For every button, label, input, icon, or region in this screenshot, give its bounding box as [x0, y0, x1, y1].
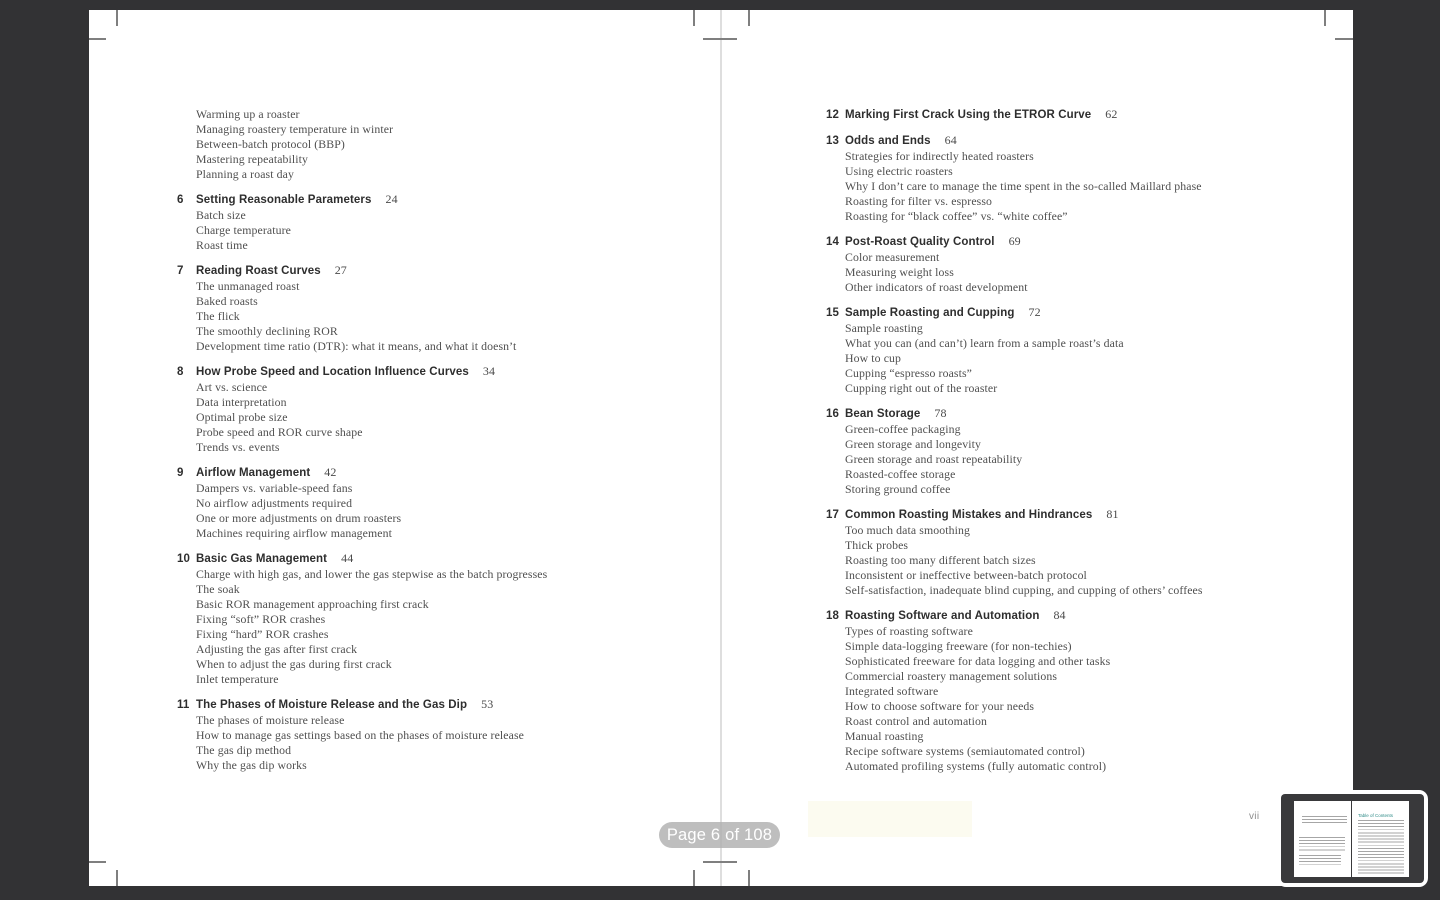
toc-chapter-heading [177, 263, 742, 279]
crop-mark [703, 861, 737, 863]
toc-subitem: Types of roasting software [845, 624, 973, 638]
toc-subitem: Batch size [196, 208, 246, 222]
toc-subitem: Data interpretation [196, 395, 287, 409]
toc-subitem: Between-batch protocol (BBP) [196, 137, 345, 151]
chapter-title: Airflow Management [196, 467, 311, 479]
toc-group [826, 305, 1346, 396]
page-indicator-pill [659, 822, 780, 848]
toc-subitem: Why the gas dip works [196, 758, 307, 772]
crop-mark [703, 38, 737, 40]
toc-subitem: Art vs. science [196, 380, 268, 394]
toc-subitem: Other indicators of roast development [845, 280, 1028, 294]
chapter-number: 14 [826, 236, 839, 248]
toc-group [826, 406, 1346, 497]
toc-subitem: Fixing “hard” ROR crashes [196, 627, 329, 641]
toc-group [826, 234, 1346, 295]
chapter-page-number: 69 [1008, 234, 1021, 248]
chapter-title: Odds and Ends [845, 135, 931, 147]
chapter-number: 7 [177, 265, 184, 277]
crop-mark [748, 10, 750, 26]
reading-position-highlight [808, 801, 972, 837]
chapter-title: How Probe Speed and Location Influence Curves [196, 366, 469, 378]
chapter-title: Sample Roasting and Cupping [845, 307, 1015, 319]
toc-subitem: Cupping “espresso roasts” [845, 366, 973, 380]
toc-subitem: Planning a roast day [196, 167, 294, 181]
chapter-page-number: 62 [1105, 107, 1118, 121]
thumbnail-toc-heading: Table of Contents [1358, 813, 1394, 818]
chapter-title: Setting Reasonable Parameters [196, 194, 372, 206]
toc-subitem: Trends vs. events [196, 440, 280, 454]
chapter-number: 18 [826, 610, 839, 622]
toc-column-right [826, 107, 1346, 774]
toc-chapter-heading [826, 107, 1346, 123]
navigation-thumbnail[interactable] [1277, 790, 1428, 887]
chapter-number: 15 [826, 307, 839, 319]
toc-subitem: Roast time [196, 238, 248, 252]
toc-subitem: Mastering repeatability [196, 152, 309, 166]
toc-chapter-heading [177, 364, 742, 380]
toc-group [177, 263, 742, 354]
toc-subitem: Too much data smoothing [845, 523, 970, 537]
toc-subitem: Measuring weight loss [845, 265, 954, 279]
chapter-number: 9 [177, 467, 184, 479]
crop-mark [748, 870, 750, 886]
toc-group [177, 551, 742, 687]
thumbnail-text-lines [1302, 816, 1347, 825]
chapter-number: 13 [826, 135, 839, 147]
chapter-title: Basic Gas Management [196, 553, 328, 565]
toc-subitem: Cupping right out of the roaster [845, 381, 998, 395]
chapter-title: The Phases of Moisture Release and the Gas Dip [196, 699, 468, 711]
chapter-number: 12 [826, 109, 839, 121]
toc-subitem: Commercial roastery management solutions [845, 669, 1058, 683]
toc-subitem: Probe speed and ROR curve shape [196, 425, 363, 439]
toc-subitem: Recipe software systems (semiautomated control) [845, 744, 1085, 758]
chapter-number: 16 [826, 408, 839, 420]
toc-subitem: Color measurement [845, 250, 940, 264]
toc-subitem: Dampers vs. variable-speed fans [196, 481, 353, 495]
crop-mark [1324, 10, 1326, 26]
crop-mark [693, 10, 695, 26]
toc-subitem: Charge temperature [196, 223, 291, 237]
toc-subitem: What you can (and can’t) learn from a sample roast’s data [845, 336, 1124, 350]
toc-subitem: Warming up a roaster [196, 107, 300, 121]
toc-subitem: How to choose software for your needs [845, 699, 1035, 713]
toc-subitem: One or more adjustments on drum roasters [196, 511, 402, 525]
toc-subitem: Sophisticated freeware for data logging and other tasks [845, 654, 1111, 668]
toc-subitem: Roasting for filter vs. espresso [845, 194, 993, 208]
toc-subitem: Why I don’t care to manage the time spent in the so-called Maillard phase [845, 179, 1202, 193]
toc-subitem: When to adjust the gas during first crack [196, 657, 392, 671]
toc-subitem: The gas dip method [196, 743, 292, 757]
toc-subitem: No airflow adjustments required [196, 496, 353, 510]
page-folio: vii [1249, 811, 1260, 822]
chapter-page-number: 44 [341, 551, 354, 565]
thumbnail-page-right [1352, 801, 1409, 877]
chapter-page-number: 72 [1028, 305, 1041, 319]
toc-subitem: Thick probes [845, 538, 909, 552]
crop-mark [116, 10, 118, 26]
toc-chapter-heading [177, 192, 742, 208]
toc-subitem: Sample roasting [845, 321, 923, 335]
chapter-page-number: 64 [944, 133, 957, 147]
toc-subitem: Green-coffee packaging [845, 422, 961, 436]
crop-mark [89, 38, 106, 40]
crop-mark [1335, 38, 1353, 40]
thumbnail-text-lines [1358, 820, 1404, 876]
toc-subitem: The smoothly declining ROR [196, 324, 338, 338]
toc-subitem: Roasted-coffee storage [845, 467, 956, 481]
toc-subitem: Basic ROR management approaching first crack [196, 597, 429, 611]
toc-subitem: Adjusting the gas after first crack [196, 642, 358, 656]
toc-subitem: Storing ground coffee [845, 482, 951, 496]
crop-mark [116, 870, 118, 886]
toc-subitem: Inconsistent or ineffective between-batch protocol [845, 568, 1087, 582]
toc-subitem: Green storage and longevity [845, 437, 982, 451]
toc-group [826, 133, 1346, 224]
thumbnail-page-left [1294, 801, 1351, 877]
toc-subitem: Integrated software [845, 684, 939, 698]
chapter-title: Post-Roast Quality Control [845, 236, 995, 248]
toc-chapter-heading [826, 133, 1346, 149]
chapter-page-number: 53 [481, 697, 494, 711]
toc-subitem: Optimal probe size [196, 410, 288, 424]
thumbnail-text-lines [1299, 855, 1341, 867]
chapter-page-number: 78 [934, 406, 947, 420]
toc-group [826, 608, 1346, 774]
toc-subitem: Development time ratio (DTR): what it means, and what it doesn’t [196, 339, 517, 353]
toc-subitem: Simple data-logging freeware (for non-techies) [845, 639, 1072, 653]
chapter-page-number: 34 [482, 364, 496, 378]
toc-group [177, 192, 742, 253]
chapter-number: 8 [177, 366, 184, 378]
toc-subitem: The unmanaged roast [196, 279, 300, 293]
toc-subitem: The flick [196, 309, 240, 323]
toc-subitem: Inlet temperature [196, 672, 279, 686]
toc-chapter-heading [177, 465, 742, 481]
chapter-title: Reading Roast Curves [196, 265, 321, 277]
thumbnail-text-lines [1299, 837, 1345, 852]
toc-subitem: How to cup [845, 351, 902, 365]
toc-group [177, 465, 742, 541]
toc-subitem: Baked roasts [196, 294, 258, 308]
toc-chapter-heading [826, 608, 1346, 624]
toc-subitem: Automated profiling systems (fully automatic control) [845, 759, 1107, 773]
toc-subitem: The phases of moisture release [196, 713, 345, 727]
toc-column-left [177, 107, 742, 773]
toc-subitem: Strategies for indirectly heated roasters [845, 149, 1034, 163]
thumbnail-spread [1281, 794, 1424, 883]
chapter-title: Common Roasting Mistakes and Hindrances [845, 509, 1093, 521]
page-spread[interactable] [89, 10, 1353, 886]
toc-subitem: The soak [196, 582, 240, 596]
toc-subitem: Manual roasting [845, 729, 924, 743]
toc-subitem: Managing roastery temperature in winter [196, 122, 394, 136]
toc-subitem: Using electric roasters [845, 164, 953, 178]
toc-chapter-heading [826, 507, 1346, 523]
toc-chapter-heading [826, 406, 1346, 422]
chapter-page-number: 81 [1106, 507, 1119, 521]
toc-subitem: Charge with high gas, and lower the gas stepwise as the batch progresses [196, 567, 548, 581]
toc-group [826, 507, 1346, 598]
toc-subitem: Roasting too many different batch sizes [845, 553, 1036, 567]
chapter-page-number: 24 [385, 192, 398, 206]
toc-chapter-heading [826, 305, 1346, 321]
toc-subitem: Self-satisfaction, inadequate blind cupping, and cupping of others’ coffees [845, 583, 1203, 597]
toc-chapter-heading [826, 234, 1346, 250]
toc-subitem: How to manage gas settings based on the phases of moisture release [196, 728, 524, 742]
chapter-number: 10 [177, 553, 190, 565]
toc-subitem: Roasting for “black coffee” vs. “white coffee” [845, 209, 1068, 223]
crop-mark [89, 861, 106, 863]
toc-chapter-heading [177, 551, 742, 567]
toc-subitem: Fixing “soft” ROR crashes [196, 612, 326, 626]
toc-group [177, 107, 742, 182]
chapter-number: 11 [177, 699, 190, 711]
chapter-title: Marking First Crack Using the ETROR Curve [845, 109, 1092, 121]
chapter-page-number: 84 [1053, 608, 1066, 622]
chapter-page-number: 42 [324, 465, 337, 479]
toc-subitem: Roast control and automation [845, 714, 988, 728]
chapter-number: 17 [826, 509, 839, 521]
chapter-title: Roasting Software and Automation [845, 610, 1040, 622]
toc-subitem: Machines requiring airflow management [196, 526, 392, 540]
page-indicator-label: Page 6 of 108 [666, 825, 773, 844]
chapter-page-number: 27 [334, 263, 347, 277]
chapter-title: Bean Storage [845, 408, 921, 420]
toc-chapter-heading [177, 697, 742, 713]
toc-subitem: Green storage and roast repeatability [845, 452, 1023, 466]
crop-mark [693, 870, 695, 886]
toc-group [177, 697, 742, 773]
chapter-number: 6 [177, 194, 184, 206]
toc-group [826, 107, 1346, 123]
toc-group [177, 364, 742, 455]
